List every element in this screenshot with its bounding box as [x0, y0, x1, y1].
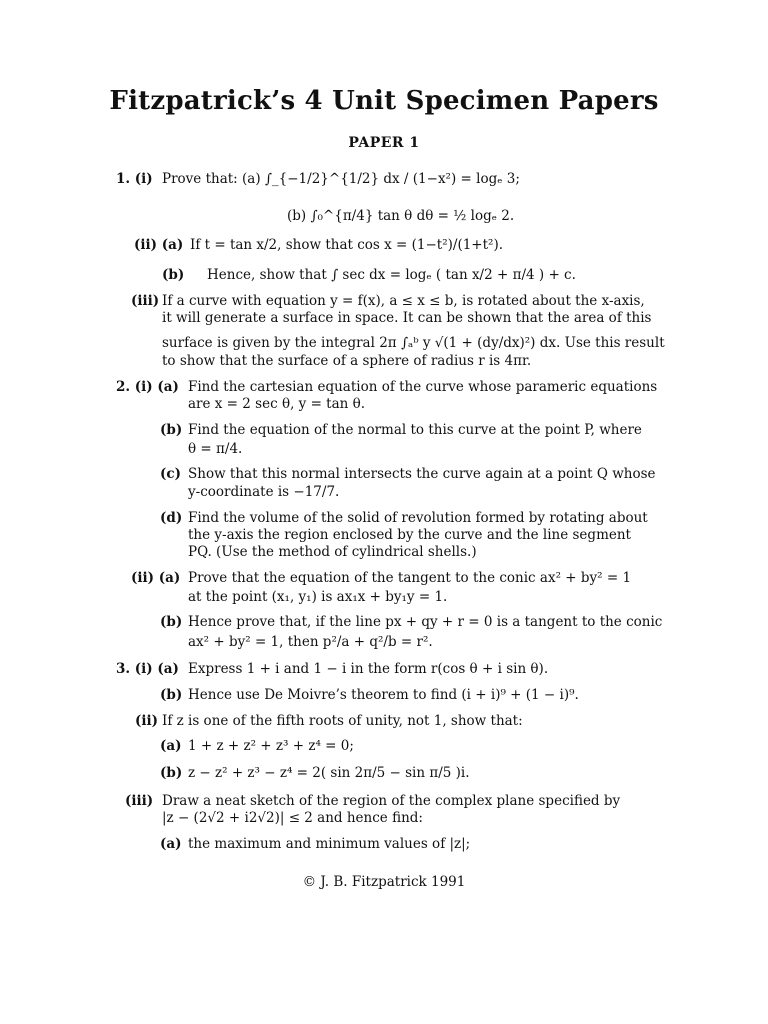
question-label: (b) — [160, 765, 183, 781]
question-text: Find the cartesian equation of the curve whose parameric equations — [188, 379, 658, 395]
question-text: the y-axis the region enclosed by the curve and the line segment — [188, 527, 631, 543]
question-text: it will generate a surface in space. It can be shown that the area of this — [162, 310, 652, 326]
paper-heading: PAPER 1 — [348, 135, 420, 151]
question-label: (c) — [160, 466, 181, 482]
question-label: 3. (i) (a) — [116, 661, 179, 677]
question-text: Draw a neat sketch of the region of the complex plane specified by — [162, 793, 621, 809]
question-label: (iii) — [125, 793, 154, 809]
question-label: (b) — [160, 687, 183, 703]
question-label: (iii) — [131, 293, 160, 309]
question-text: θ = π/4. — [188, 441, 243, 457]
copyright-footer: © J. B. Fitzpatrick 1991 — [302, 874, 466, 890]
question-text: Hence prove that, if the line px + qy + r = 0 is a tangent to the conic — [188, 614, 663, 630]
question-text: Hence use De Moivre’s theorem to find (i + i)⁹ + (1 − i)⁹. — [188, 687, 579, 703]
question-text: are x = 2 sec θ, y = tan θ. — [188, 396, 366, 412]
question-text: Prove that the equation of the tangent to the conic ax² + by² = 1 — [188, 570, 632, 586]
question-text: Find the volume of the solid of revolution formed by rotating about — [188, 510, 648, 526]
question-text: Find the equation of the normal to this curve at the point P, where — [188, 422, 642, 438]
question-label: (d) — [160, 510, 183, 526]
question-text: y-coordinate is −17/7. — [188, 484, 340, 500]
question-label: (a) — [160, 738, 182, 754]
question-label: (a) — [160, 836, 182, 852]
question-label: (ii) — [135, 713, 159, 729]
question-text: the maximum and minimum values of |z|; — [188, 836, 471, 852]
question-text: at the point (x₁, y₁) is ax₁x + by₁y = 1. — [188, 589, 448, 605]
question-label: 2. (i) (a) — [116, 379, 179, 395]
question-text: Show that this normal intersects the curve again at a point Q whose — [188, 466, 656, 482]
question-text: |z − (2√2 + i2√2)| ≤ 2 and hence find: — [162, 810, 423, 826]
question-text: 1 + z + z² + z³ + z⁴ = 0; — [188, 738, 354, 754]
question-label: 1. (i) — [116, 171, 153, 187]
question-text: Prove that: (a) ∫_{−1/2}^{1/2} dx / (1−x²) = logₑ 3; — [162, 171, 520, 187]
question-text: If z is one of the fifth roots of unity, not 1, show that: — [162, 713, 523, 729]
question-text: ax² + by² = 1, then p²/a + q²/b = r². — [188, 634, 433, 650]
question-text: (b) ∫₀^{π/4} tan θ dθ = ½ logₑ 2. — [287, 208, 515, 224]
question-text: Express 1 + i and 1 − i in the form r(cos θ + i sin θ). — [188, 661, 549, 677]
question-label: (ii) (a) — [134, 237, 184, 253]
question-text: If a curve with equation y = f(x), a ≤ x ≤ b, is rotated about the x-axis, — [162, 293, 645, 309]
question-label: (ii) (a) — [131, 570, 181, 586]
document-title: Fitzpatrick’s 4 Unit Specimen Papers — [109, 86, 659, 116]
question-label: (b) — [162, 267, 185, 283]
question-text: z − z² + z³ − z⁴ = 2( sin 2π/5 − sin π/5 )i. — [188, 765, 470, 781]
question-text: Hence, show that ∫ sec dx = logₑ ( tan x/2 + π/4 ) + c. — [207, 267, 576, 283]
question-text: If t = tan x/2, show that cos x = (1−t²)/(1+t²). — [190, 237, 504, 253]
question-label: (b) — [160, 614, 183, 630]
question-text: surface is given by the integral 2π ∫ₐᵇ y √(1 + (dy/dx)²) dx. Use this result — [162, 335, 665, 351]
question-label: (b) — [160, 422, 183, 438]
question-text: to show that the surface of a sphere of radius r is 4πr. — [162, 353, 532, 369]
question-text: PQ. (Use the method of cylindrical shells.) — [188, 544, 477, 560]
